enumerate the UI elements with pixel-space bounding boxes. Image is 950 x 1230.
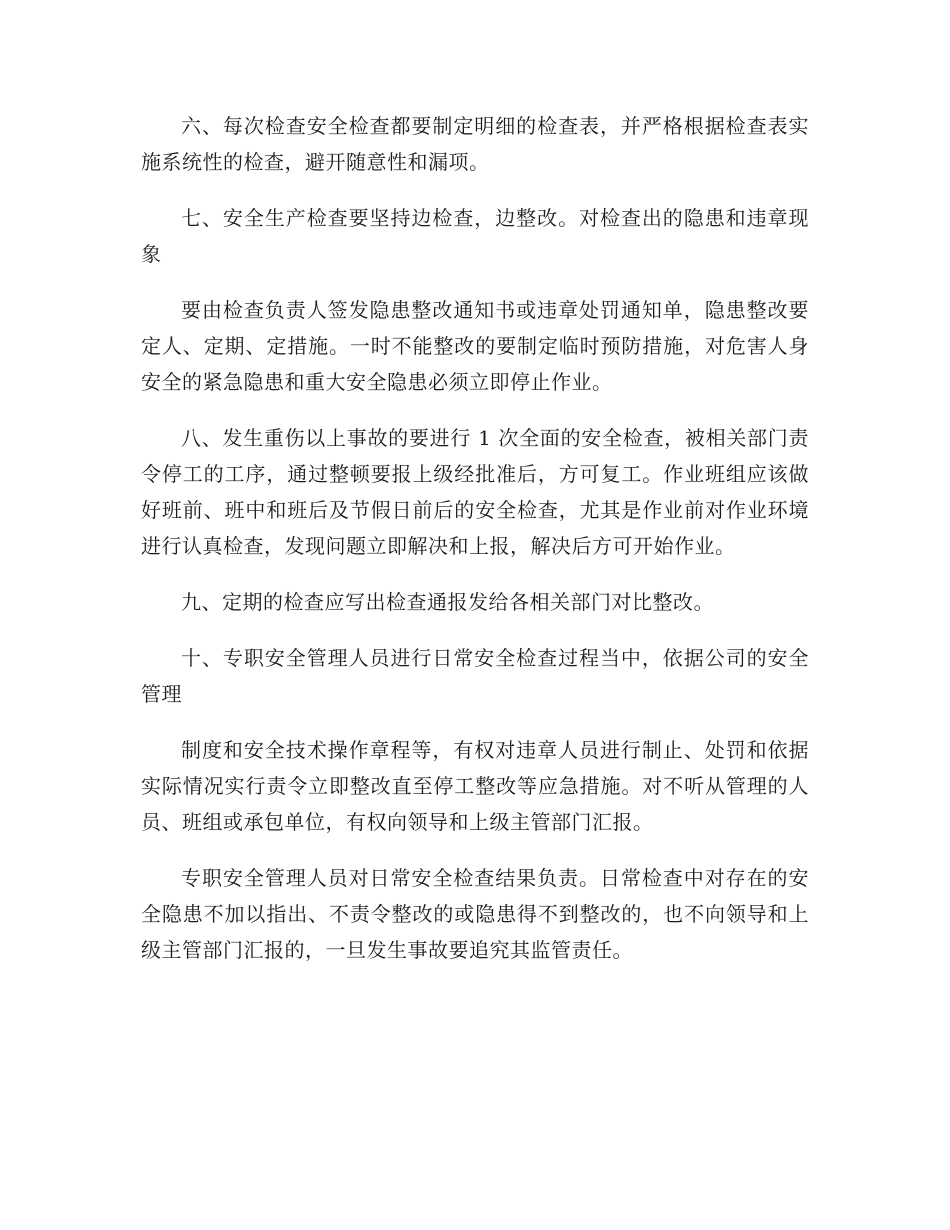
document-body xyxy=(141,108,809,988)
paragraph-item-7: 七、安全生产检查要坚持边检查，边整改。对检查出的隐患和违章现象 xyxy=(141,206,809,266)
paragraph-responsibility: 专职安全管理人员对日常安全检查结果负责。日常检查中对存在的安全隐患不加以指出、不责令整改的或隐患得不到整改的，也不向领导和上级主管部门汇报的，一旦发生事故要追究其监管责任。 xyxy=(141,866,809,962)
paragraph-item-10: 十、专职安全管理人员进行日常安全检查过程当中，依据公司的安全管理 xyxy=(141,646,809,706)
paragraph-item-6: 六、每次检查安全检查都要制定明细的检查表，并严格根据检查表实施系统性的检查，避开随意性和漏项。 xyxy=(141,114,809,174)
paragraph-item-10-continued: 制度和安全技术操作章程等，有权对违章人员进行制止、处罚和依据实际情况实行责令立即整改直至停工整改等应急措施。对不听从管理的人员、班组或承包单位，有权向领导和上级主管部门汇报。 xyxy=(141,738,809,834)
paragraph-item-7-continued: 要由检查负责人签发隐患整改通知书或违章处罚通知单，隐患整改要定人、定期、定措施。一时不能整改的要制定临时预防措施，对危害人身安全的紧急隐患和重大安全隐患必须立即停止作业。 xyxy=(141,298,809,394)
paragraph-item-9: 九、定期的检查应写出检查通报发给各相关部门对比整改。 xyxy=(181,590,714,614)
paragraph-item-8: 八、发生重伤以上事故的要进行 1 次全面的安全检查，被相关部门责令停工的工序，通过整顿要报上级经批准后，方可复工。作业班组应该做好班前、班中和班后及节假日前后的安全检查，尤其是作业前对作业环境进行认真检查，发现问题立即解决和上报，解决后方可开始作业。 xyxy=(141,426,809,558)
